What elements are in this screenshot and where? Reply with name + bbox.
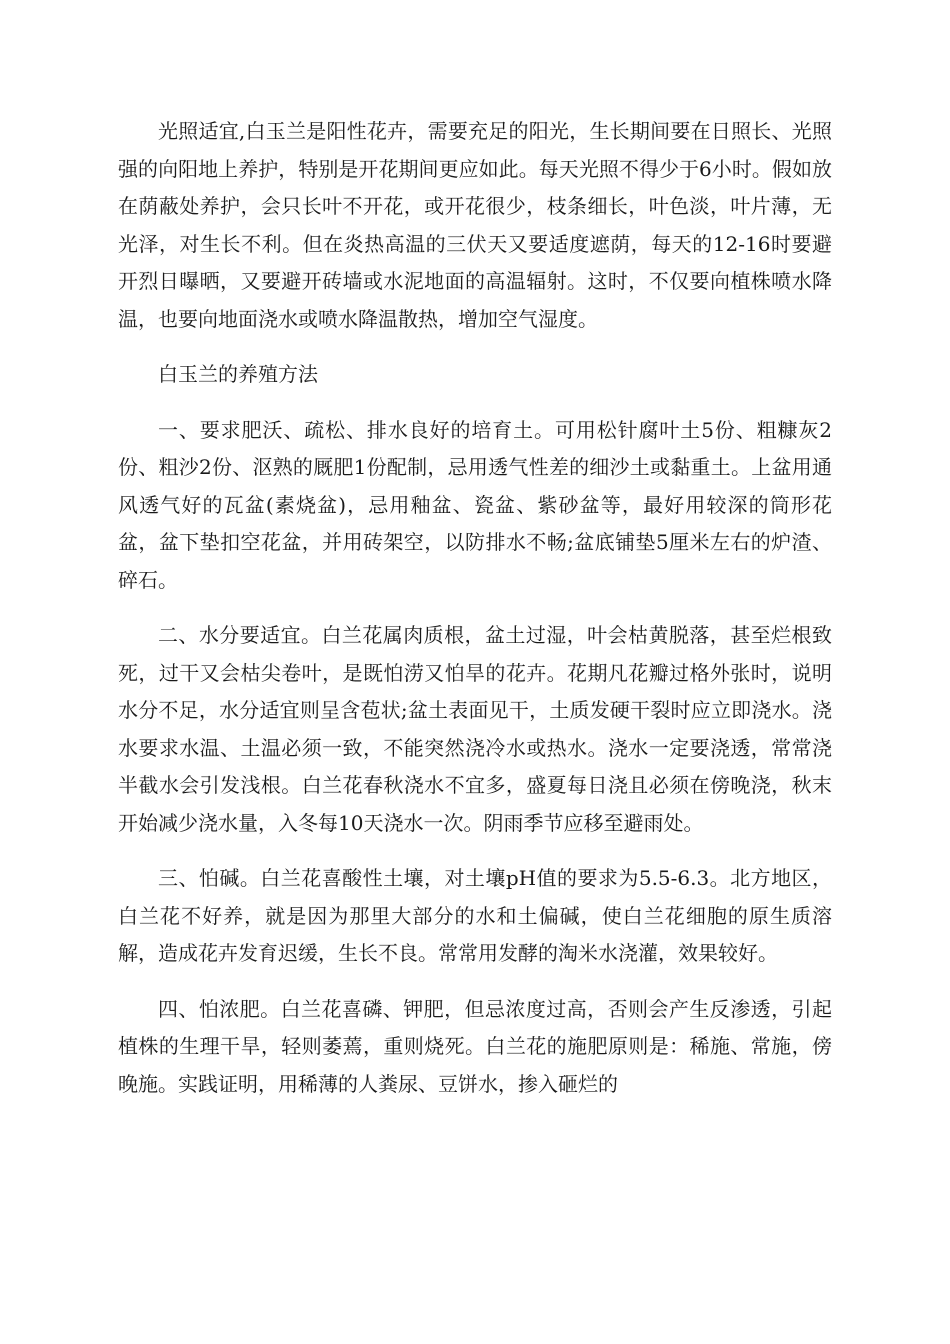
- paragraph-alkali-tolerance: 三、怕碱。白兰花喜酸性土壤，对土壤pH值的要求为5.5-6.3。北方地区，白兰花不好养，就是因为那里大部分的水和土偏碱，使白兰花细胞的原生质溶解，造成花卉发育迟缓，生长不良。常常用发酵的淘米水浇灌，效果较好。: [118, 866, 832, 965]
- paragraph-soil-requirements: 一、要求肥沃、疏松、排水良好的培育土。可用松针腐叶土5份、粗糠灰2份、粗沙2份、沤熟的厩肥1份配制，忌用透气性差的细沙土或黏重土。上盆用通风透气好的瓦盆(素烧盆)，忌用釉盆、瓷盆、紫砂盆等，最好用较深的筒形花盆，盆下垫扣空花盆，并用砖架空，以防排水不畅;盆底铺垫5厘米左右的炉渣、碎石。: [118, 417, 832, 592]
- paragraph-watering: 二、水分要适宜。白兰花属肉质根，盆土过湿，叶会枯黄脱落，甚至烂根致死，过干又会枯尖卷叶，是既怕涝又怕旱的花卉。花期凡花瓣过格外张时，说明水分不足，水分适宜则呈含苞状;盆土表面见干，土质发硬干裂时应立即浇水。浇水要求水温、土温必须一致，不能突然浇冷水或热水。浇水一定要浇透，常常浇半截水会引发浅根。白兰花春秋浇水不宜多，盛夏每日浇且必须在傍晚浇，秋末开始减少浇水量，入冬每10天浇水一次。阴雨季节应移至避雨处。: [118, 623, 832, 835]
- paragraph-light-conditions: 光照适宜,白玉兰是阳性花卉，需要充足的阳光，生长期间要在日照长、光照强的向阳地上养护，特别是开花期间更应如此。每天光照不得少于6小时。假如放在荫蔽处养护，会只长叶不开花，或开花很少，枝条细长，叶色淡，叶片薄，无光泽，对生长不利。但在炎热高温的三伏天又要适度遮荫，每天的12-16时要避开烈日曝晒，又要避开砖墙或水泥地面的高温辐射。这时，不仅要向植株喷水降温，也要向地面浇水或喷水降温散热，增加空气湿度。: [118, 119, 832, 331]
- paragraph-fertilizer: 四、怕浓肥。白兰花喜磷、钾肥，但忌浓度过高，否则会产生反渗透，引起植株的生理干旱，轻则萎蔫，重则烧死。白兰花的施肥原则是：稀施、常施，傍晚施。实践证明，用稀薄的人粪尿、豆饼水，掺入砸烂的: [118, 996, 832, 1096]
- section-heading-cultivation-methods: 白玉兰的养殖方法: [158, 362, 318, 386]
- document-body: [118, 113, 832, 1103]
